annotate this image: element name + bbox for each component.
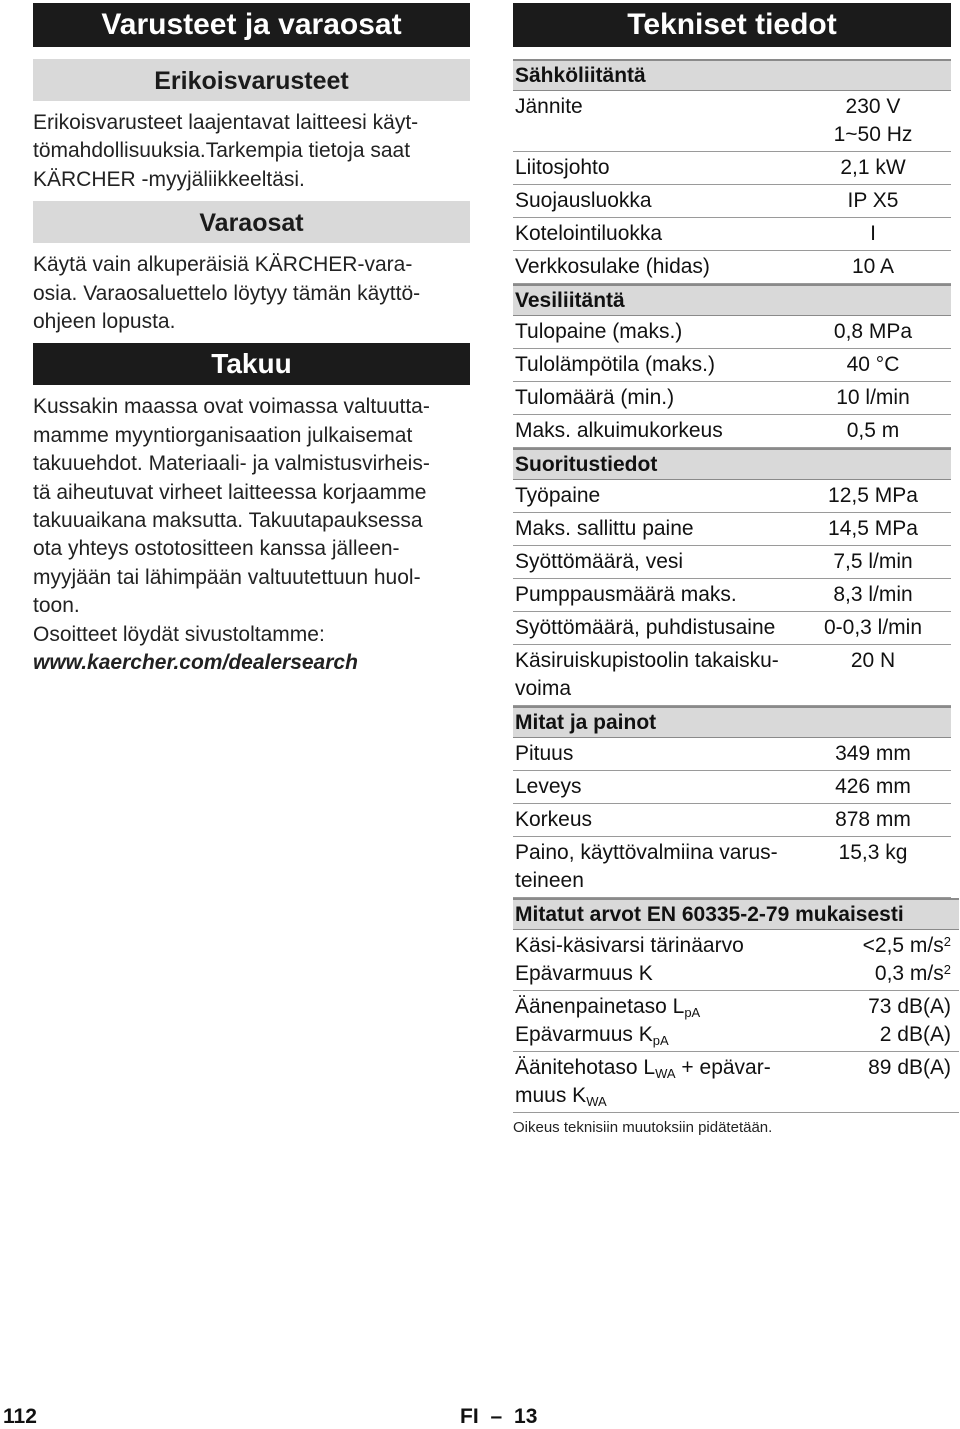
spec-value: 20 N <box>850 649 896 672</box>
specs-table <box>513 59 951 898</box>
group-heading-dimensions: Mitat ja painot <box>513 706 951 738</box>
measured-values-table <box>513 898 959 1136</box>
spec-row <box>513 415 951 448</box>
spec-row <box>513 152 951 185</box>
spec-label: Käsi-käsivarsi tärinäarvo <box>515 934 744 957</box>
left-column <box>33 0 470 678</box>
spec-row <box>513 349 951 382</box>
group-heading-electrical: Sähköliitäntä <box>513 59 951 91</box>
section-title-accessories-parts: Varusteet ja varaosat <box>33 3 470 47</box>
spec-label: Maks. sallittu paine <box>515 517 694 540</box>
spec-row-voltage <box>513 91 951 152</box>
spec-value: 14,5 MPa <box>828 517 918 540</box>
spec-label: Leveys <box>515 775 582 798</box>
spec-value: 426 mm <box>835 775 911 798</box>
spec-label: Syöttömäärä, vesi <box>515 550 684 573</box>
spec-value: 10 l/min <box>836 386 910 409</box>
spec-value: 73 dB(A) <box>868 995 951 1018</box>
vibration-value: <2,5 m/s <box>862 934 944 957</box>
spec-value: 349 mm <box>835 742 911 765</box>
right-column <box>513 0 951 1136</box>
spec-label: Kotelointiluokka <box>515 222 663 245</box>
spec-row <box>513 185 951 218</box>
subscript: pA <box>652 1033 669 1048</box>
text-line: takuuehdot. Materiaali- ja valmistusvirheis- <box>33 452 430 476</box>
spec-label: Jännite <box>515 95 583 118</box>
page-number: 112 <box>3 1405 37 1428</box>
spec-label-line: teineen <box>515 869 584 892</box>
section-title-technical-data: Tekniset tiedot <box>513 3 951 47</box>
spec-value: 0-0,3 l/min <box>823 616 923 639</box>
spec-label: Epävarmuus K <box>515 962 653 985</box>
spec-label <box>515 1054 813 1110</box>
spec-value: I <box>870 222 876 245</box>
spec-row <box>513 382 951 415</box>
label-text: Epävarmuus K <box>515 1023 653 1046</box>
group-heading-performance: Suoritustiedot <box>513 448 951 480</box>
spec-row <box>513 771 951 804</box>
spec-value <box>813 93 933 149</box>
spec-value: 40 °C <box>846 353 900 376</box>
spec-value <box>813 932 957 960</box>
spec-value: 8,3 l/min <box>833 583 913 606</box>
frequency-value: 1~50 Hz <box>833 123 913 146</box>
spec-row <box>513 251 951 284</box>
spec-row <box>513 612 951 645</box>
subscript: pA <box>684 1005 701 1020</box>
spec-row <box>513 804 951 837</box>
spec-value: IP X5 <box>847 189 899 212</box>
spec-row <box>513 480 951 513</box>
text-line: ota yhteys ostotositteen kanssa jälleen- <box>33 537 400 561</box>
spec-value: 0,8 MPa <box>833 320 913 343</box>
text-line: Käytä vain alkuperäisiä KÄRCHER-vara- <box>33 253 413 277</box>
spec-value: 7,5 l/min <box>833 550 913 573</box>
spec-row <box>513 513 951 546</box>
spec-label: Tulomäärä (min.) <box>515 386 675 409</box>
spec-label <box>515 1021 813 1049</box>
label-text: + epävar- <box>675 1056 771 1079</box>
language-page-marker: FI – 13 <box>460 1405 538 1428</box>
spec-label: Työpaine <box>515 484 601 507</box>
spec-row-recoil <box>513 645 951 706</box>
heading-special-accessories: Erikoisvarusteet <box>33 59 470 101</box>
text-line: KÄRCHER -myyjäliikkeeltäsi. <box>33 167 305 191</box>
accessories-text <box>33 109 470 194</box>
spec-label: Suojausluokka <box>515 189 652 212</box>
spec-row <box>513 218 951 251</box>
spec-row-vibration <box>513 930 959 991</box>
text-line: Osoitteet löydät sivustoltamme: <box>33 622 325 646</box>
text-line: Erikoisvarusteet laajentavat laitteesi käyt- <box>33 111 419 134</box>
spec-label-line: Käsiruiskupistoolin takaisku- <box>515 649 779 672</box>
exponent: 2 <box>943 962 951 977</box>
text-line: myyjään tai lähimpään valtuutettuun huol- <box>33 565 421 589</box>
text-line: tä aiheutuvat virheet laitteessa korjaamme <box>33 480 427 504</box>
exponent: 2 <box>943 934 951 949</box>
spec-row-sound-pressure <box>513 991 959 1052</box>
text-line: tömahdollisuuksia.Tarkempia tietoja saat <box>33 139 411 163</box>
group-heading-measured: Mitatut arvot EN 60335-2-79 mukaisesti <box>513 898 959 930</box>
spec-label <box>515 993 813 1021</box>
spec-row-sound-power <box>513 1052 959 1113</box>
warranty-text <box>33 393 470 677</box>
vibration-k-value: 0,3 m/s <box>874 962 944 985</box>
spec-label: Pumppausmäärä maks. <box>515 583 737 606</box>
spec-label-line: voima <box>515 677 572 700</box>
spec-value: 2 dB(A) <box>879 1023 951 1046</box>
text-line: ohjeen lopusta. <box>33 310 176 334</box>
spec-row <box>513 738 951 771</box>
spec-row <box>513 579 951 612</box>
spec-value <box>813 960 957 988</box>
heading-spare-parts: Varaosat <box>33 201 470 243</box>
label-text: muus K <box>515 1084 587 1107</box>
subscript: WA <box>586 1094 607 1109</box>
spec-value: 2,1 kW <box>840 156 906 179</box>
spec-value: 15,3 kg <box>838 841 908 864</box>
spec-label: Tulolämpötila (maks.) <box>515 353 715 376</box>
text-line: takuuaikana maksutta. Takuutapauksessa <box>33 509 423 533</box>
spare-parts-text <box>33 251 470 336</box>
group-heading-water: Vesiliitäntä <box>513 284 951 316</box>
spec-label: Tulopaine (maks.) <box>515 320 683 343</box>
spec-label-line: Paino, käyttövalmiina varus- <box>515 841 778 864</box>
text-line: mamme myyntiorganisaation julkaisemat <box>33 423 413 447</box>
spec-label <box>515 647 813 703</box>
spec-label: Pituus <box>515 742 574 765</box>
spec-row-weight <box>513 837 951 898</box>
label-text: Äänenpainetaso L <box>515 995 685 1018</box>
heading-warranty: Takuu <box>33 343 470 385</box>
spec-value: 89 dB(A) <box>868 1056 951 1079</box>
spec-value: 10 A <box>851 255 895 278</box>
spec-label-line <box>515 1082 813 1110</box>
spec-label: Maks. alkuimukorkeus <box>515 419 723 442</box>
change-note: Oikeus teknisiin muutoksiin pidätetään. <box>513 1119 773 1136</box>
spec-label: Syöttömäärä, puhdistusaine <box>515 616 776 639</box>
subscript: WA <box>655 1066 676 1081</box>
spec-label-line <box>515 1054 813 1082</box>
text-line: osia. Varaosaluettelo löytyy tämän käyttö- <box>33 281 421 305</box>
spec-label: Korkeus <box>515 808 593 831</box>
voltage-value: 230 V <box>845 95 901 118</box>
text-line: toon. <box>33 594 80 618</box>
label-text: Äänitehotaso L <box>515 1056 656 1079</box>
spec-value: 0,5 m <box>846 419 900 442</box>
dealer-search-link[interactable]: www.kaercher.com/dealersearch <box>33 651 358 675</box>
spec-row <box>513 546 951 579</box>
spec-label: Liitosjohto <box>515 156 610 179</box>
spec-value: 12,5 MPa <box>828 484 918 507</box>
spec-label <box>515 839 813 895</box>
spec-row <box>513 316 951 349</box>
spec-value: 878 mm <box>835 808 911 831</box>
spec-label: Verkkosulake (hidas) <box>515 255 710 278</box>
text-line: Kussakin maassa ovat voimassa valtuutta- <box>33 395 430 419</box>
